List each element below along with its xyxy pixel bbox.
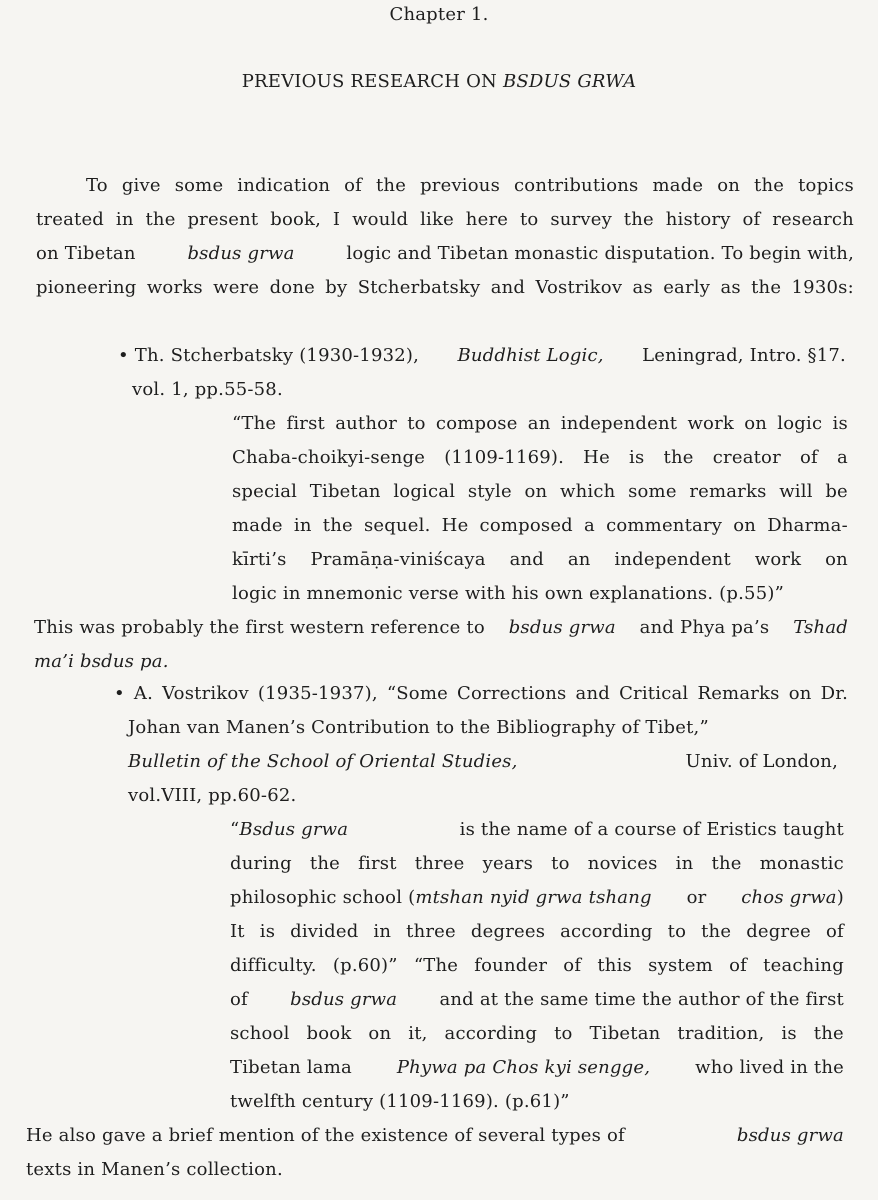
ref1-after-line-1: This was probably the first western reference to bsdus grwa and Phya pa’s Tshad	[34, 617, 848, 638]
ref1-quote-line	[232, 412, 848, 436]
word: book	[306, 1023, 352, 1044]
word: the	[813, 1023, 844, 1044]
ref2-line-2: Johan van Manen’s Contribution to the Bibliography of Tibet,”	[128, 717, 709, 738]
word: on	[368, 1023, 392, 1044]
word: the	[751, 277, 782, 298]
word: •	[114, 683, 125, 704]
word: style	[467, 481, 512, 502]
word: the	[309, 853, 341, 874]
word: (1935-1937),	[257, 683, 378, 704]
word: early	[663, 277, 711, 298]
word: in	[115, 209, 134, 230]
word: on	[825, 549, 848, 570]
ref2-quote-line	[230, 920, 844, 944]
word: as	[632, 277, 653, 298]
word: system	[648, 955, 713, 976]
ref1-after-line-2: ma’i bsdus pa.	[34, 651, 169, 672]
word: creator	[712, 447, 781, 468]
word: the	[754, 175, 785, 196]
word: Tibetan	[589, 1023, 661, 1044]
word: teaching	[763, 955, 844, 976]
word: which	[560, 481, 616, 502]
word: kīrti’s	[232, 549, 287, 570]
word: is	[629, 447, 645, 468]
word: commentary	[606, 515, 723, 536]
word: the	[376, 175, 407, 196]
word: to	[551, 853, 570, 874]
word: work	[754, 549, 802, 570]
ref2-quote-line: philosophic school (mtshan nyid grwa tshang or chos grwa)	[230, 887, 844, 908]
word: of	[800, 447, 818, 468]
chapter-title: PREVIOUS RESEARCH ON BSDUS GRWA	[241, 71, 637, 92]
word: according	[560, 921, 653, 942]
ref2-line-4: vol.VIII, pp.60-62.	[128, 785, 297, 806]
word: some	[174, 175, 224, 196]
ref1-quote-line	[232, 514, 848, 538]
word: To	[86, 175, 108, 196]
word: school	[230, 1023, 290, 1044]
ref2-quote-line: “Bsdus grwa is the name of a course of Eristics taught	[230, 819, 844, 840]
ref1-quote-line	[232, 548, 848, 572]
word: Critical	[619, 683, 689, 704]
word: will	[779, 481, 813, 502]
word: as	[720, 277, 741, 298]
ref1-quote-line	[232, 446, 848, 470]
word: Chaba-choikyi-senge	[232, 447, 426, 468]
word: made	[232, 515, 283, 536]
word: degrees	[470, 921, 546, 942]
word: on	[744, 413, 768, 434]
word: special	[232, 481, 298, 502]
word: contributions	[514, 175, 639, 196]
word: Remarks	[697, 683, 780, 704]
word: the	[701, 921, 732, 942]
word: of	[742, 209, 761, 230]
word: divided	[290, 921, 359, 942]
word: Dharma-	[767, 515, 848, 536]
word: logic	[777, 413, 823, 434]
word: made	[652, 175, 704, 196]
word: difficulty.	[230, 955, 317, 976]
word: “The	[413, 955, 459, 976]
word: logical	[393, 481, 456, 502]
ref2-quote-line: twelfth century (1109-1169). (p.61)”	[230, 1091, 570, 1112]
word: is	[832, 413, 848, 434]
word: Corrections	[457, 683, 567, 704]
word: of	[825, 921, 844, 942]
word: research	[772, 209, 854, 230]
word: a	[584, 515, 595, 536]
ref2-quote-line: Tibetan lama Phywa pa Chos kyi sengge, who lived in the	[230, 1057, 844, 1078]
word: like	[420, 209, 454, 230]
word: A.	[133, 683, 154, 704]
word: is	[781, 1023, 797, 1044]
word: the	[145, 209, 176, 230]
word: book,	[270, 209, 322, 230]
word: on	[717, 175, 741, 196]
word: a	[837, 447, 848, 468]
word: monastic	[759, 853, 844, 874]
ref2-quote-line	[230, 1022, 844, 1046]
word: on	[733, 515, 757, 536]
word: 1930s:	[791, 277, 854, 298]
word: founder	[474, 955, 548, 976]
word: work	[687, 413, 735, 434]
word: of	[729, 955, 748, 976]
ref2-line-1	[114, 682, 848, 706]
word: some	[628, 481, 677, 502]
word: the	[663, 447, 694, 468]
word: Stcherbatsky	[357, 277, 481, 298]
ref1-line-1: • Th. Stcherbatsky (1930-1932), Buddhist Logic, Leningrad, Intro. §17.	[118, 345, 846, 366]
intro-line-4	[36, 276, 854, 300]
word: works	[146, 277, 203, 298]
word: and	[509, 549, 545, 570]
word: first	[358, 853, 397, 874]
word: in	[675, 853, 694, 874]
word: to	[667, 921, 687, 942]
ref2-quote-line	[230, 852, 844, 876]
word: done	[269, 277, 315, 298]
ref2-quote-line	[230, 954, 844, 978]
word: sequel.	[364, 515, 431, 536]
word: He	[441, 515, 469, 536]
word: survey	[550, 209, 612, 230]
word: history	[665, 209, 731, 230]
word: degree	[746, 921, 811, 942]
word: I	[332, 209, 341, 230]
word: to	[519, 209, 539, 230]
intro-line-3: on Tibetan bsdus grwa logic and Tibetan monastic disputation. To begin with,	[36, 243, 854, 264]
ref2-line-3: Bulletin of the School of Oriental Studies, Univ. of London,	[128, 751, 838, 772]
word: compose	[435, 413, 518, 434]
word: tradition,	[677, 1023, 765, 1044]
word: and	[575, 683, 610, 704]
intro-line-2	[36, 208, 854, 232]
word: years	[482, 853, 534, 874]
ref1-quote-line: logic in mnemonic verse with his own explanations. (p.55)”	[232, 583, 784, 604]
word: here	[465, 209, 509, 230]
word: by	[325, 277, 348, 298]
word: the	[711, 853, 742, 874]
word: pioneering	[36, 277, 137, 298]
word: previous	[420, 175, 501, 196]
intro-line-1	[86, 174, 854, 198]
word: Vostrikov	[162, 683, 249, 704]
ref1-line-2: vol. 1, pp.55-58.	[132, 379, 283, 400]
closing-line-2: texts in Manen’s collection.	[26, 1159, 283, 1180]
word: according	[444, 1023, 538, 1044]
word: were	[213, 277, 260, 298]
word: an	[527, 413, 551, 434]
word: be	[825, 481, 848, 502]
word: “Some	[386, 683, 448, 704]
word: an	[567, 549, 591, 570]
word: remarks	[689, 481, 767, 502]
word: Pramāṇa-viniścaya	[310, 549, 486, 570]
word: during	[230, 853, 292, 874]
ref2-quote-line: of bsdus grwa and at the same time the author of the first	[230, 989, 844, 1010]
word: treated	[36, 209, 105, 230]
word: it,	[408, 1023, 428, 1044]
word: (p.60)”	[332, 955, 398, 976]
ref1-quote-line	[232, 480, 848, 504]
word: He	[583, 447, 610, 468]
word: three	[406, 921, 456, 942]
word: (1109-1169).	[444, 447, 565, 468]
word: present	[187, 209, 259, 230]
word: and	[490, 277, 526, 298]
word: to	[554, 1023, 573, 1044]
word: first	[286, 413, 325, 434]
word: in	[373, 921, 392, 942]
word: of	[344, 175, 363, 196]
word: would	[352, 209, 409, 230]
word: on	[788, 683, 812, 704]
word: Dr.	[820, 683, 848, 704]
word: the	[322, 515, 353, 536]
word: in	[293, 515, 312, 536]
chapter-label: Chapter 1.	[389, 4, 489, 25]
word: on	[524, 481, 548, 502]
word: topics	[798, 175, 854, 196]
word: Vostrikov	[535, 277, 623, 298]
word: give	[121, 175, 161, 196]
word: independent	[560, 413, 678, 434]
word: independent	[614, 549, 731, 570]
word: It	[230, 921, 245, 942]
word: author	[335, 413, 397, 434]
word: is	[259, 921, 276, 942]
word: this	[597, 955, 632, 976]
word: to	[407, 413, 426, 434]
word: the	[623, 209, 654, 230]
word: three	[414, 853, 465, 874]
word: composed	[479, 515, 573, 536]
word: Tibetan	[309, 481, 381, 502]
word: novices	[587, 853, 658, 874]
word: of	[563, 955, 582, 976]
word: “The	[232, 413, 277, 434]
closing-line-1: He also gave a brief mention of the existence of several types of bsdus grwa	[26, 1125, 844, 1146]
word: indication	[237, 175, 331, 196]
